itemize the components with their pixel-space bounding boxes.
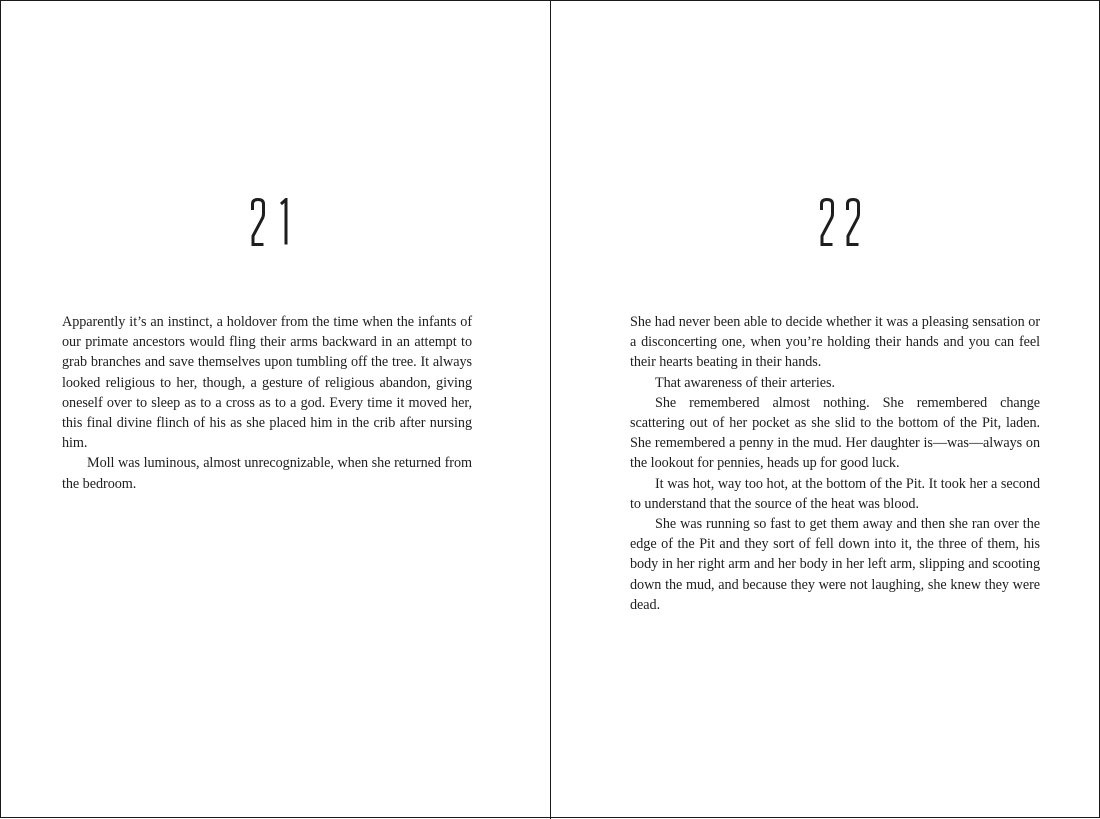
paragraph: She had never been able to decide whether it was a pleasing sensation or a disconcerting one, when you’re holding their hands and you can feel their hearts beating in their hands. — [630, 314, 1040, 371]
digit-one-glyph — [277, 198, 291, 246]
right-page — [551, 1, 1100, 819]
left-page — [1, 1, 551, 819]
paragraph: She remembered almost nothing. She remembered change scattering out of her pocket as she slid to the bottom of the Pit, laden. She remembered a penny in the mud. Her daughter is—was—always on the lookout for pennies, heads up for good luck. — [630, 394, 1040, 472]
chapter-number-22 — [820, 198, 860, 248]
digit-two-glyph — [846, 198, 860, 246]
paragraph: Apparently it’s an instinct, a holdover from the time when the infants of our primate ancestors would fling their arms backward in an attempt to grab branches and save themselves upon tumbling off the tree. It always looked religious to her, though, a gesture of religious abandon, giving oneself over to sleep as to a cross as to a god. Every time it moved her, this final divine flinch of his as she placed him in the crib after nursing him. — [62, 314, 472, 452]
paragraph: She was running so fast to get them away and then she ran over the edge of the Pit and they sort of fell down into it, the three of them, his body in her right arm and her body in her left arm, slipping and scooting down the mud, and because they were not laughing, she knew they were dead. — [630, 516, 1040, 613]
digit-two-glyph — [820, 198, 834, 246]
left-page-body — [62, 312, 472, 494]
paragraph: It was hot, way too hot, at the bottom of the Pit. It took her a second to understand that the source of the heat was blood. — [630, 475, 1040, 512]
paragraph: That awareness of their arteries. — [655, 374, 835, 391]
paragraph: Moll was luminous, almost unrecognizable, when she returned from the bedroom. — [62, 455, 472, 492]
chapter-number-21 — [251, 198, 291, 248]
digit-two-glyph — [251, 198, 265, 246]
right-page-body — [630, 312, 1040, 615]
